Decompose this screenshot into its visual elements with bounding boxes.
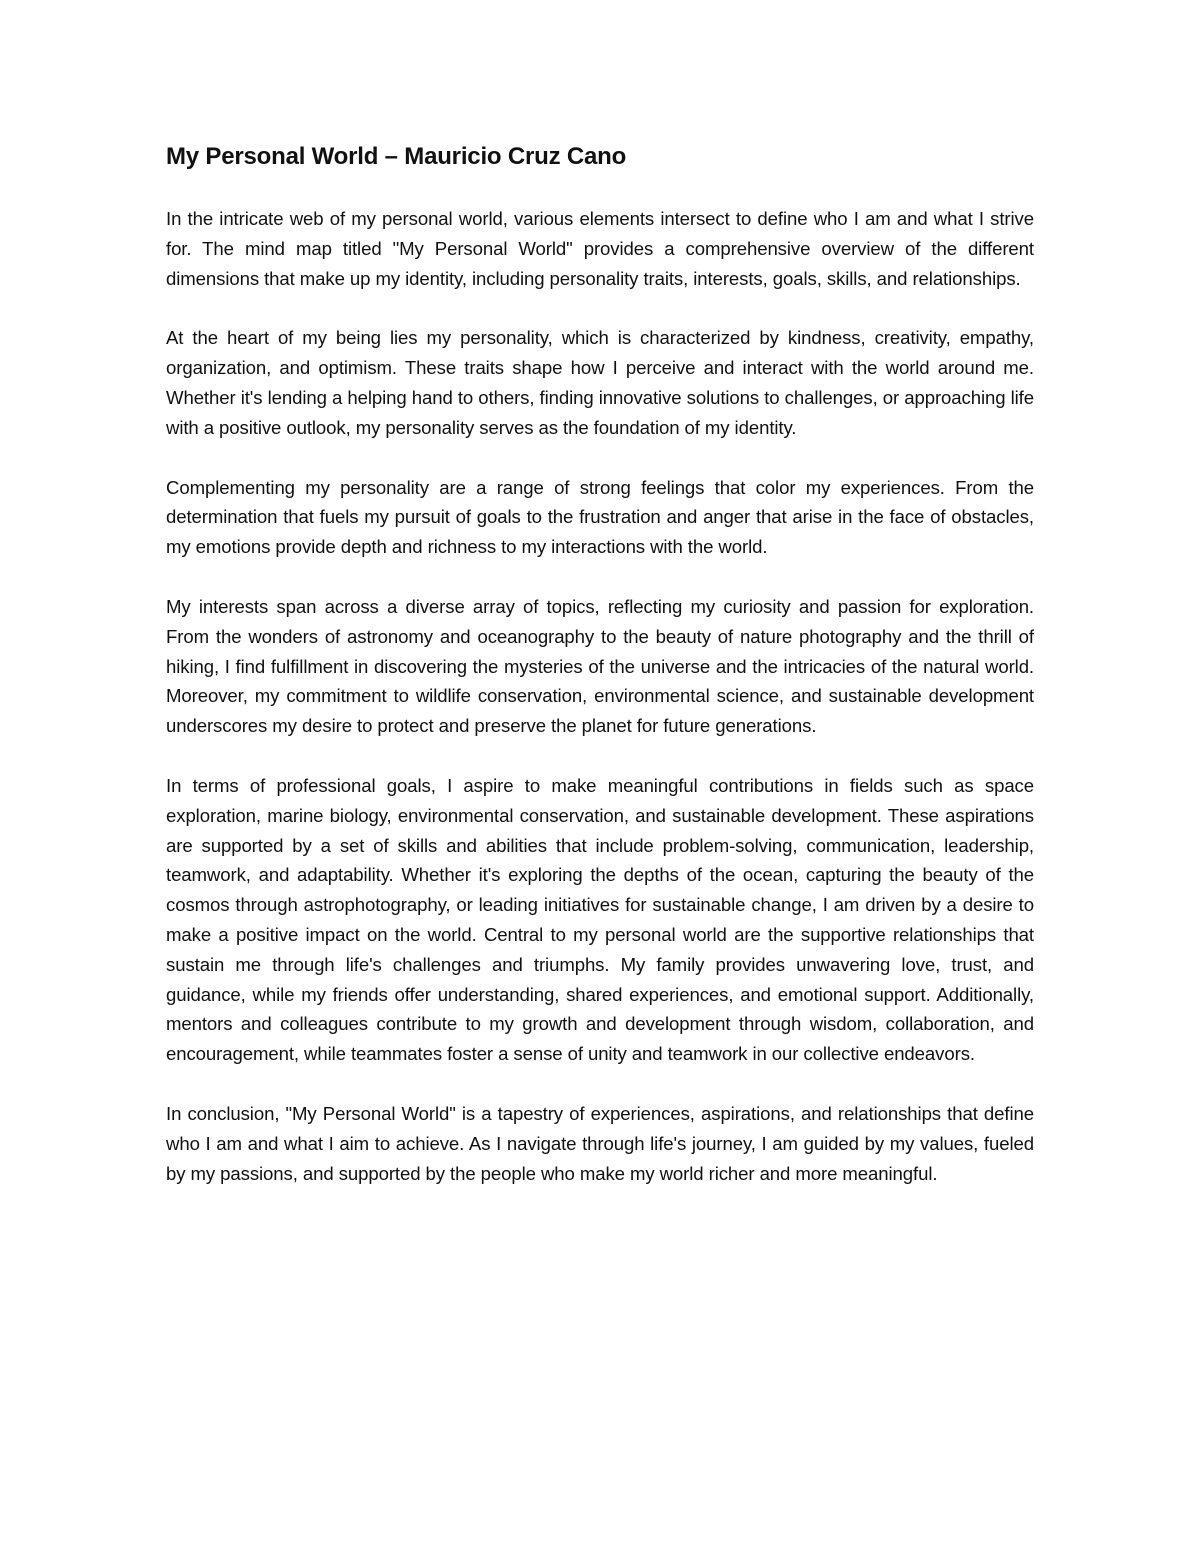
paragraph-goals-relationships: In terms of professional goals, I aspire to make meaningful contributions in fields such as space exploration, marine biology, environmental conservation, and sustainable development. These aspirations are supported by a set of skills and abilities that include problem-solving, communication, leadership, teamwork, and adaptability. Whether it's exploring the depths of the ocean, capturing the beauty of the cosmos through astrophotography, or leading initiatives for sustainable change, I am driven by a desire to make a positive impact on the world. Central to my personal world are the supportive relationships that sustain me through life's challenges and triumphs. My family provides unwavering love, trust, and guidance, while my friends offer understanding, shared experiences, and emotional support. Additionally, mentors and colleagues contribute to my growth and development through wisdom, collaboration, and encouragement, while teammates foster a sense of unity and teamwork in our collective endeavors.	[166, 774, 1034, 1065]
paragraph-intro: In the intricate web of my personal world, various elements intersect to define who I am and what I strive for. The mind map titled "My Personal World" provides a comprehensive overview of the different dimensions that make up my identity, including personality traits, interests, goals, skills, and relationships.	[166, 208, 1034, 289]
paragraph-personality: At the heart of my being lies my personality, which is characterized by kindness, creativity, empathy, organization, and optimism. These traits shape how I perceive and interact with the world around me. Whether it's lending a helping hand to others, finding innovative solutions to challenges, or approaching life with a positive outlook, my personality serves as the foundation of my identity.	[166, 327, 1034, 438]
document-body	[166, 140, 1034, 1218]
document-title: My Personal World – Mauricio Cruz Cano	[166, 143, 627, 170]
paragraph-conclusion: In conclusion, "My Personal World" is a tapestry of experiences, aspirations, and relationships that define who I am and what I aim to achieve. As I navigate through life's journey, I am guided by my values, fueled by my passions, and supported by the people who make my world richer and more meaningful.	[166, 1102, 1034, 1184]
paragraph-feelings: Complementing my personality are a range of strong feelings that color my experiences. From the determination that fuels my pursuit of goals to the frustration and anger that arise in the face of obstacles, my emotions provide depth and richness to my interactions with the world.	[166, 476, 1034, 558]
paragraph-interests: My interests span across a diverse array of topics, reflecting my curiosity and passion for exploration. From the wonders of astronomy and oceanography to the beauty of nature photography and the thrill of hiking, I find fulfillment in discovering the mysteries of the universe and the intricacies of the natural world. Moreover, my commitment to wildlife conservation, environmental science, and sustainable development underscores my desire to protect and preserve the planet for future generations.	[166, 595, 1034, 737]
